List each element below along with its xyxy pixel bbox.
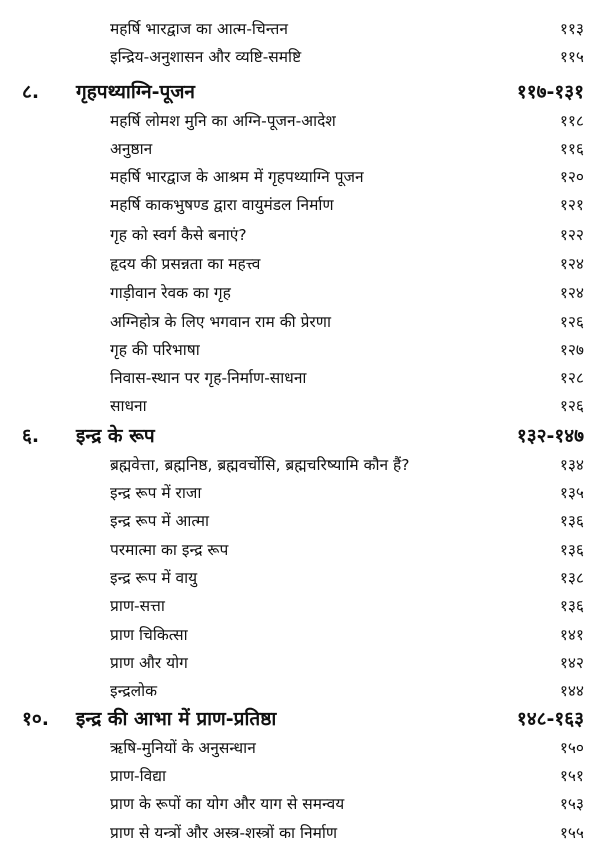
- toc-entry: [0, 16, 600, 44]
- toc-entry: [0, 537, 600, 565]
- chapter-title: इन्द्र के रूप: [76, 425, 155, 447]
- chapter-heading: [0, 706, 600, 734]
- toc-entry: [0, 508, 600, 536]
- chapter-number: १०.: [22, 708, 49, 730]
- entry-title: प्राण-विद्या: [110, 767, 167, 785]
- entry-title: गृह को स्वर्ग कैसे बनाएं?: [110, 226, 247, 244]
- toc-entry: [0, 820, 600, 848]
- entry-page-number: १२७: [559, 341, 584, 359]
- toc-entry: [0, 565, 600, 593]
- entry-title: अग्निहोत्र के लिए भगवान राम की प्रेरणा: [110, 313, 331, 331]
- entry-page-number: १२४: [559, 284, 584, 302]
- entry-page-number: ११६: [559, 140, 584, 158]
- entry-title: निवास-स्थान पर गृह-निर्माण-साधना: [110, 369, 307, 387]
- entry-page-number: १२६: [559, 397, 584, 415]
- entry-page-number: १२२: [559, 226, 584, 244]
- toc-entry: [0, 593, 600, 621]
- entry-page-number: ११५: [559, 48, 584, 66]
- toc-entry: [0, 44, 600, 72]
- entry-title: इन्द्र रूप में आत्मा: [110, 512, 210, 530]
- entry-page-number: १३६: [559, 512, 584, 530]
- entry-page-number: १२४: [559, 255, 584, 273]
- entry-title: प्राण-सत्ता: [110, 597, 165, 615]
- entry-page-number: १४२: [559, 654, 584, 672]
- entry-title: इन्द्र रूप में वायु: [110, 569, 198, 587]
- entry-page-number: १२६: [559, 313, 584, 331]
- toc-entry: [0, 222, 600, 250]
- entry-page-number: १३५: [559, 484, 584, 502]
- toc-entry: [0, 622, 600, 650]
- entry-title: साधना: [110, 397, 147, 415]
- toc-entry: [0, 393, 600, 421]
- entry-title: महर्षि काकभुषण्ड द्वारा वायुमंडल निर्माण: [110, 196, 334, 214]
- chapter-heading: [0, 423, 600, 451]
- toc-entry: [0, 192, 600, 220]
- chapter-page-range: ११७-१३१: [516, 81, 584, 103]
- entry-title: गृह की परिभाषा: [110, 341, 200, 359]
- entry-title: ब्रह्मवेत्ता, ब्रह्मनिष्ठ, ब्रह्मवर्चोसि, ब्रह्मचरिष्यामि कौन हैं?: [110, 456, 410, 474]
- chapter-page-range: १४८-१६३: [516, 708, 584, 730]
- entry-page-number: १५१: [559, 767, 584, 785]
- entry-title: गाड़ीवान रेवक का गृह: [110, 284, 231, 302]
- entry-page-number: १३८: [559, 569, 584, 587]
- chapter-title: इन्द्र की आभा में प्राण-प्रतिष्ठा: [76, 708, 277, 730]
- entry-title: प्राण से यन्त्रों और अस्त्र-शस्त्रों का निर्माण: [110, 824, 338, 842]
- entry-page-number: १५०: [559, 739, 584, 757]
- entry-title: प्राण के रूपों का योग और याग से समन्वय: [110, 795, 345, 813]
- chapter-number: ६.: [22, 425, 40, 447]
- entry-title: परमात्मा का इन्द्र रूप: [110, 541, 229, 559]
- entry-page-number: १२०: [559, 168, 584, 186]
- entry-title: प्राण और योग: [110, 654, 188, 672]
- chapter-page-range: १३२-१४७: [516, 425, 584, 447]
- entry-page-number: १३४: [559, 456, 584, 474]
- toc-entry: [0, 365, 600, 393]
- toc-entry: [0, 452, 600, 480]
- toc-entry: [0, 280, 600, 308]
- toc-entry: [0, 309, 600, 337]
- entry-page-number: १५५: [559, 824, 584, 842]
- entry-title: महर्षि भारद्वाज के आश्रम में गृहपथ्याग्नि पूजन: [110, 168, 364, 186]
- toc-entry: [0, 678, 600, 706]
- entry-page-number: ११८: [559, 112, 584, 130]
- entry-page-number: १२८: [559, 369, 584, 387]
- chapter-number: ८.: [22, 81, 40, 103]
- entry-page-number: १४१: [559, 626, 584, 644]
- toc-entry: [0, 251, 600, 279]
- toc-entry: [0, 136, 600, 164]
- entry-title: इन्द्र रूप में राजा: [110, 484, 202, 502]
- toc-entry: [0, 108, 600, 136]
- toc-entry: [0, 763, 600, 791]
- entry-title: ऋषि-मुनियों के अनुसन्धान: [110, 739, 256, 757]
- chapter-heading: [0, 79, 600, 107]
- entry-page-number: १२१: [559, 196, 584, 214]
- entry-title: अनुष्ठान: [110, 140, 153, 158]
- toc-entry: [0, 735, 600, 763]
- entry-page-number: १३६: [559, 541, 584, 559]
- toc-entry: [0, 337, 600, 365]
- entry-title: प्राण चिकित्सा: [110, 626, 188, 644]
- entry-page-number: ११३: [559, 20, 584, 38]
- chapter-title: गृहपथ्याग्नि-पूजन: [76, 81, 195, 103]
- entry-title: महर्षि लोमश मुनि का अग्नि-पूजन-आदेश: [110, 112, 336, 130]
- toc-entry: [0, 164, 600, 192]
- entry-page-number: १४४: [559, 682, 584, 700]
- entry-title: इन्द्रिय-अनुशासन और व्यष्टि-समष्टि: [110, 48, 302, 66]
- entry-title: इन्द्रलोक: [110, 682, 158, 700]
- toc-entry: [0, 791, 600, 819]
- toc-entry: [0, 480, 600, 508]
- toc-entry: [0, 650, 600, 678]
- entry-page-number: १५३: [559, 795, 584, 813]
- entry-title: महर्षि भारद्वाज का आत्म-चिन्तन: [110, 20, 288, 38]
- entry-title: हृदय की प्रसन्नता का महत्त्व: [110, 255, 261, 273]
- entry-page-number: १३६: [559, 597, 584, 615]
